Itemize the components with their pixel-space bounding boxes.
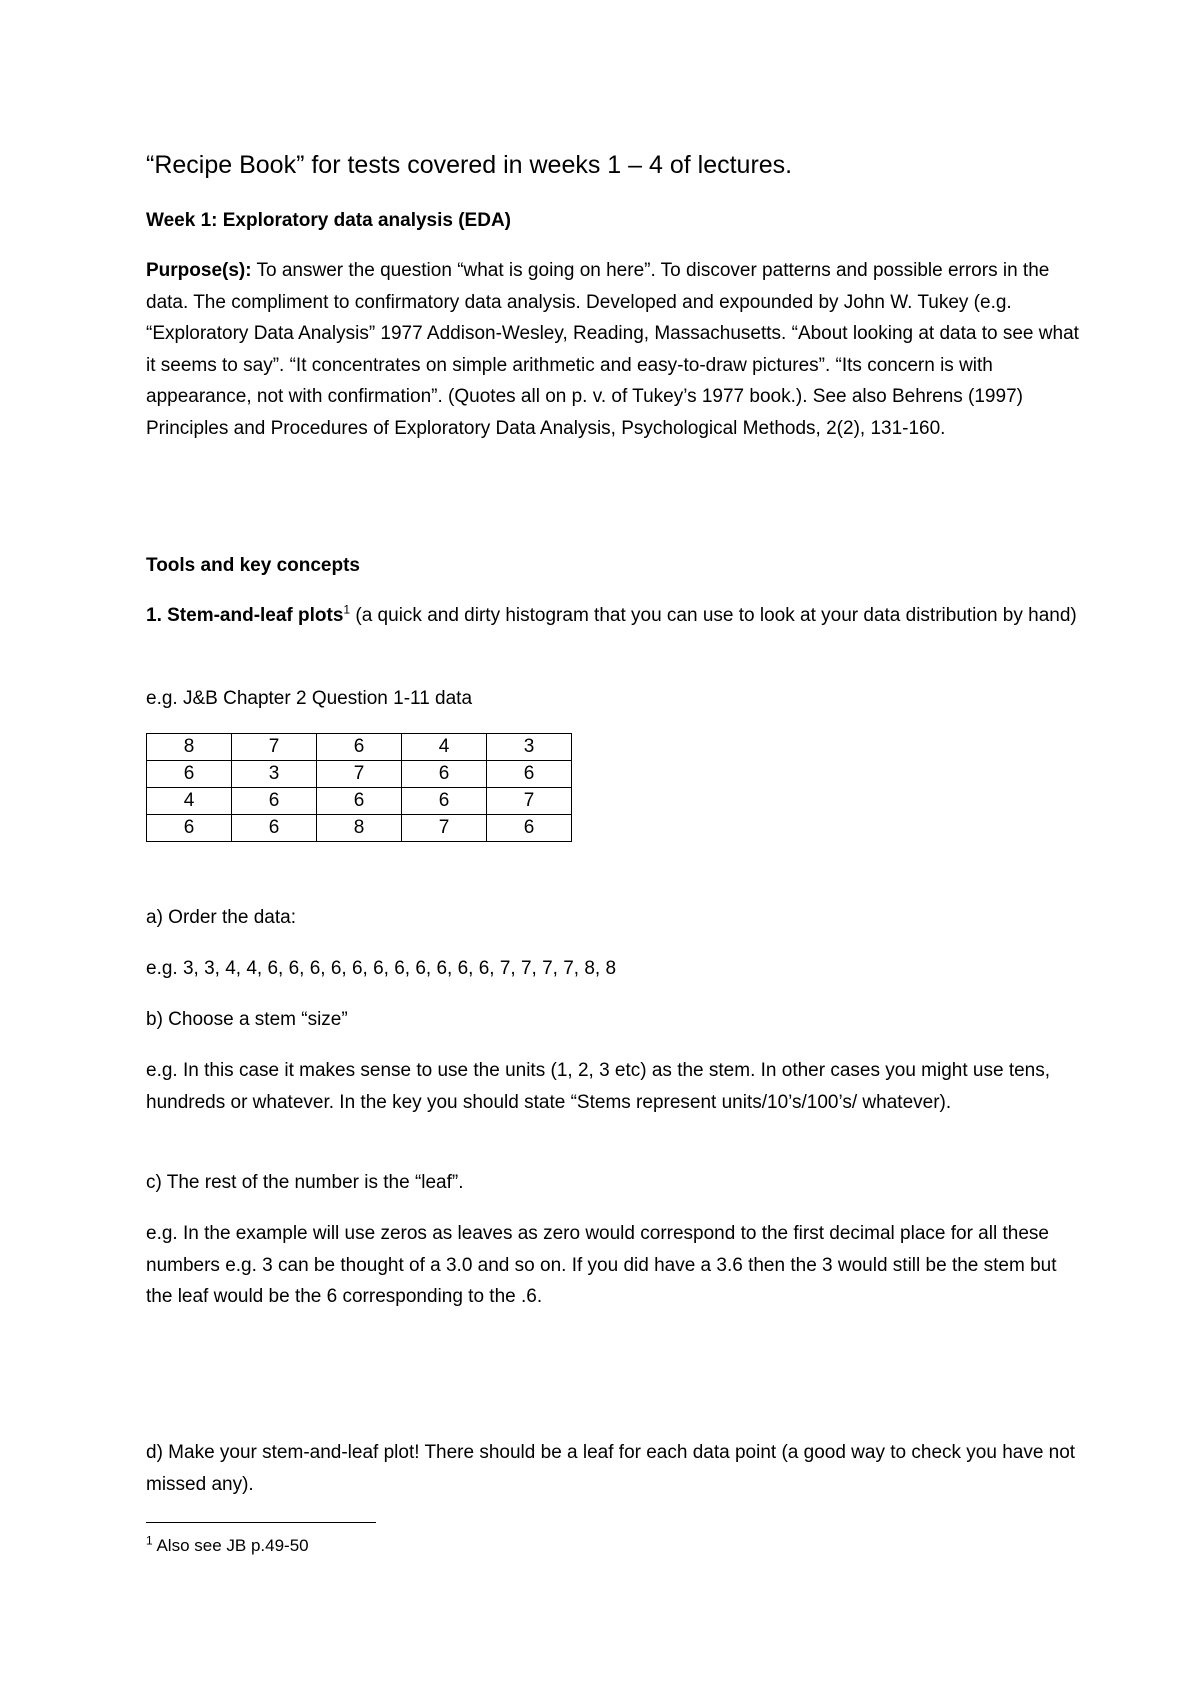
document-title: “Recipe Book” for tests covered in weeks 1 – 4 of lectures. bbox=[146, 151, 793, 179]
table-row bbox=[147, 788, 572, 815]
table-row bbox=[147, 815, 572, 842]
table-row bbox=[147, 761, 572, 788]
step-b-example: e.g. In this case it makes sense to use the units (1, 2, 3 etc) as the stem. In other cases you might use tens, hundreds or whatever. In the key you should state “Stems represent units/10’s/100’s/ whatever). bbox=[146, 1060, 1051, 1113]
table-cell: 6 bbox=[317, 788, 402, 815]
table-cell: 6 bbox=[232, 815, 317, 842]
table-cell: 7 bbox=[402, 815, 487, 842]
step-c-example: e.g. In the example will use zeros as leaves as zero would correspond to the first decimal place for all these numbers e.g. 3 can be thought of a 3.0 and so on. If you did have a 3.6 then the 3 would still be the stem but the leaf would be the 6 corresponding to the .6. bbox=[146, 1223, 1057, 1307]
table-cell: 6 bbox=[232, 788, 317, 815]
footnote-separator bbox=[146, 1522, 376, 1523]
example-label: e.g. J&B Chapter 2 Question 1-11 data bbox=[146, 688, 473, 709]
purpose-text: To answer the question “what is going on here”. To discover patterns and possible errors in the data. The compliment to confirmatory data analysis. Developed and expounded by John W. Tukey (e.g. “Exploratory Data Analysis” 1977 Addison-Wesley, Reading, Massachusetts. “About looking at data to see what it seems to say”. “It concentrates on simple arithmetic and easy-to-draw pictures”. “Its concern is with appearance, not with confirmation”. (Quotes all on p. v. of Tukey’s 1977 book.). See also Behrens (1997) Principles and Procedures of Exploratory Data Analysis, Psychological Methods, 2(2), 131-160. bbox=[146, 260, 1079, 439]
table-cell: 6 bbox=[147, 761, 232, 788]
table-cell: 3 bbox=[232, 761, 317, 788]
table-cell: 4 bbox=[402, 734, 487, 761]
footnote-text: Also see JB p.49-50 bbox=[152, 1536, 309, 1555]
week1-heading: Week 1: Exploratory data analysis (EDA) bbox=[146, 210, 511, 231]
data-table bbox=[146, 733, 572, 842]
step-c: c) The rest of the number is the “leaf”. bbox=[146, 1172, 464, 1193]
table-cell: 6 bbox=[317, 734, 402, 761]
step-a: a) Order the data: bbox=[146, 907, 296, 928]
stem-leaf-heading: 1. Stem-and-leaf plots bbox=[146, 605, 344, 626]
table-cell: 7 bbox=[317, 761, 402, 788]
table-cell: 4 bbox=[147, 788, 232, 815]
table-cell: 6 bbox=[147, 815, 232, 842]
stem-leaf-description: (a quick and dirty histogram that you can use to look at your data distribution by hand) bbox=[350, 605, 1077, 626]
footnote-ref: 1 bbox=[343, 602, 351, 617]
table-row bbox=[147, 734, 572, 761]
table-cell: 3 bbox=[487, 734, 572, 761]
stem-leaf-paragraph bbox=[146, 600, 1086, 632]
table-cell: 6 bbox=[402, 788, 487, 815]
table-cell: 6 bbox=[487, 761, 572, 788]
table-cell: 6 bbox=[487, 815, 572, 842]
footnote-number: 1 bbox=[146, 1533, 153, 1548]
purpose-label: Purpose(s): bbox=[146, 260, 252, 281]
table-cell: 6 bbox=[402, 761, 487, 788]
step-d: d) Make your stem-and-leaf plot! There should be a leaf for each data point (a good way to check you have not missed any). bbox=[146, 1442, 1076, 1495]
step-b: b) Choose a stem “size” bbox=[146, 1009, 348, 1030]
table-cell: 8 bbox=[147, 734, 232, 761]
table-cell: 7 bbox=[487, 788, 572, 815]
purpose-paragraph bbox=[146, 255, 1086, 444]
step-a-example: e.g. 3, 3, 4, 4, 6, 6, 6, 6, 6, 6, 6, 6, 6, 6, 6, 7, 7, 7, 7, 8, 8 bbox=[146, 958, 617, 979]
tools-heading: Tools and key concepts bbox=[146, 555, 360, 576]
table-cell: 7 bbox=[232, 734, 317, 761]
footnote bbox=[146, 1530, 1086, 1562]
table-cell: 8 bbox=[317, 815, 402, 842]
